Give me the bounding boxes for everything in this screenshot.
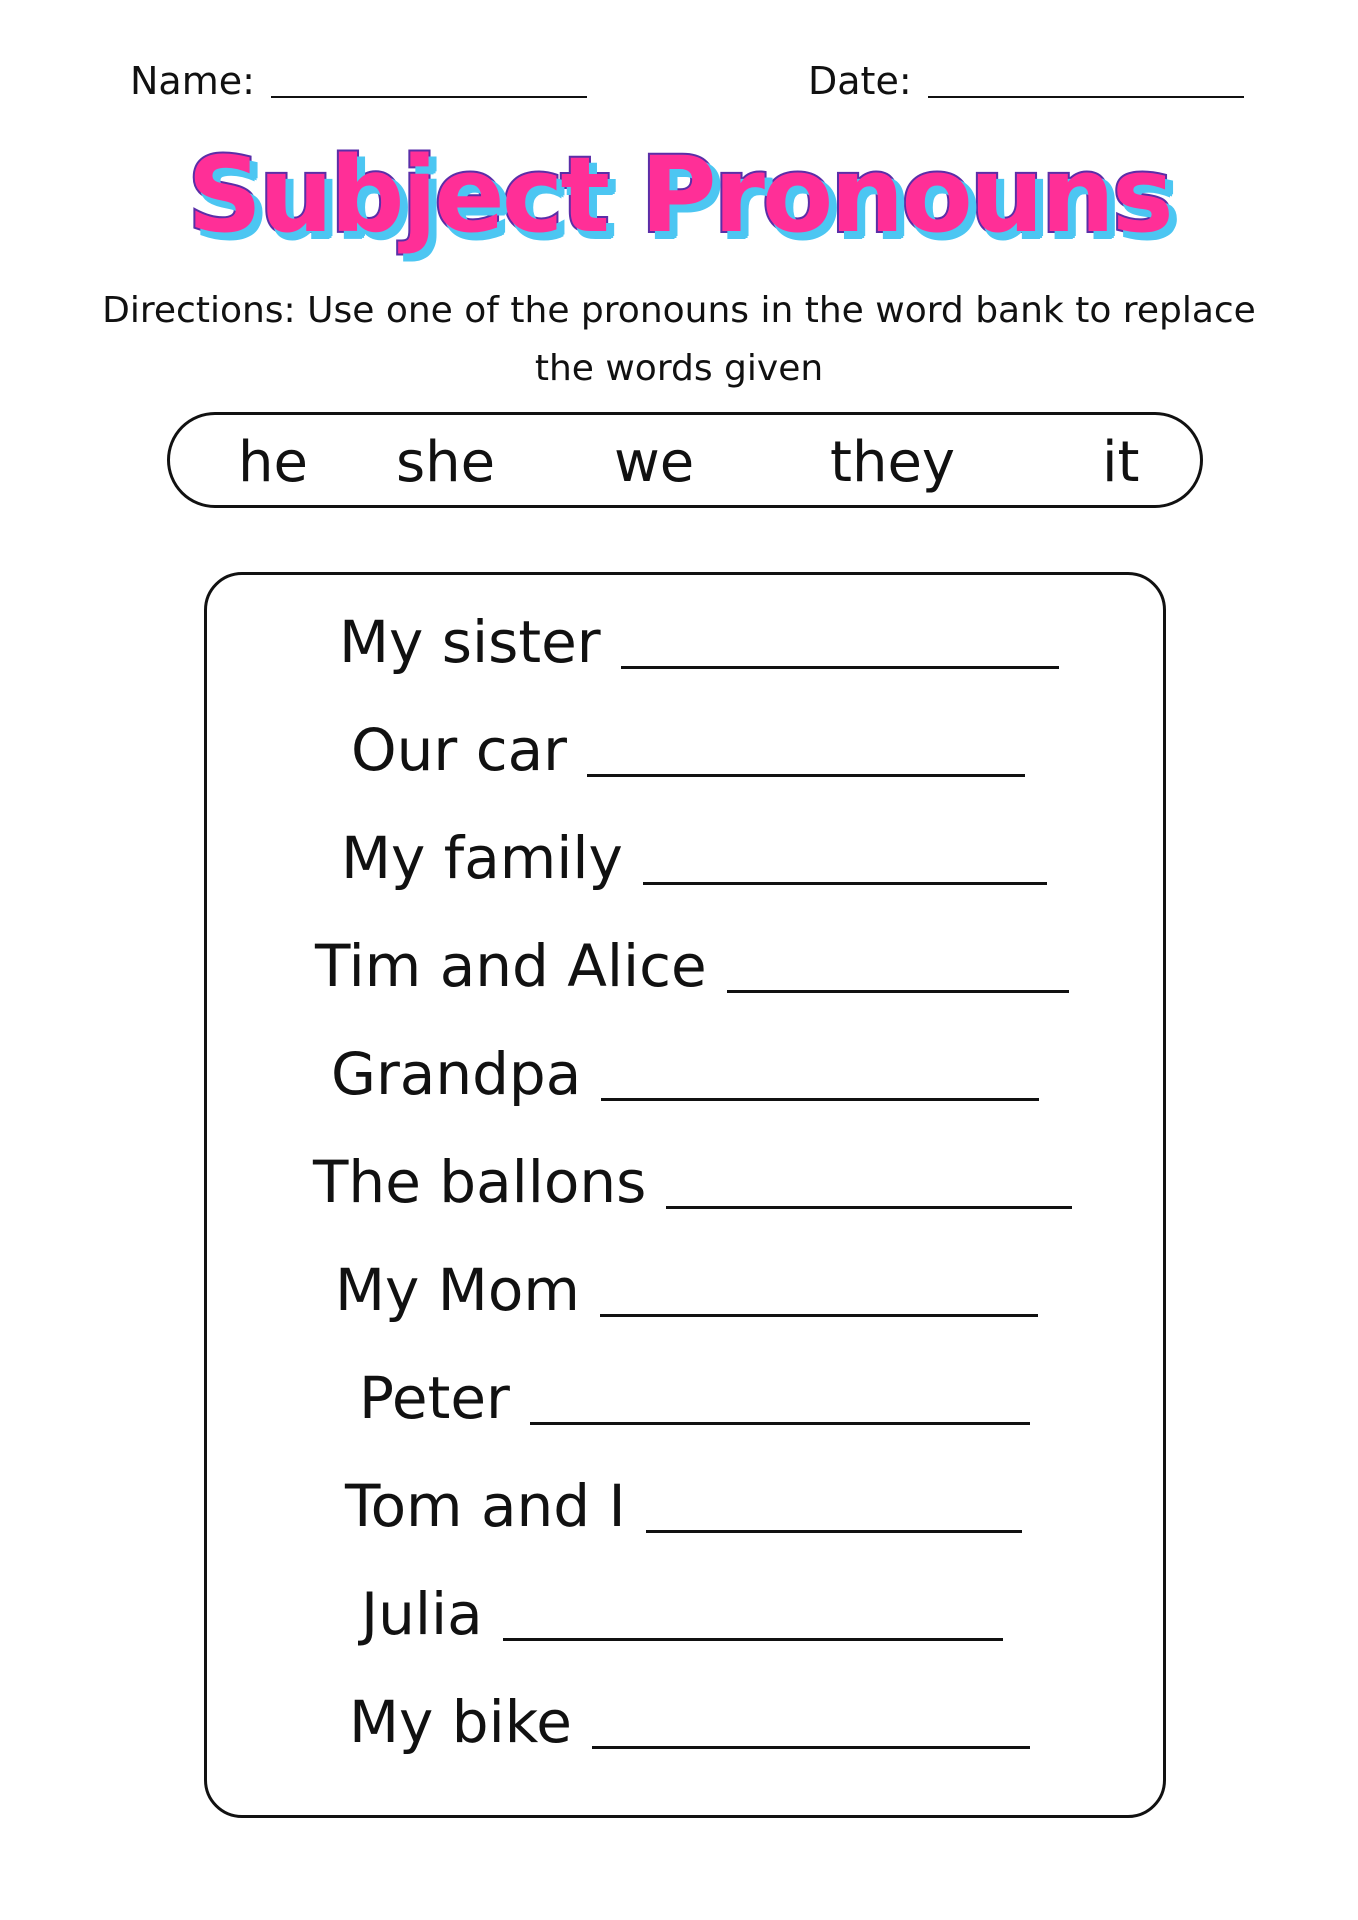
answer-blank[interactable] — [530, 1422, 1030, 1425]
exercise-prompt: Tom and I — [345, 1472, 626, 1540]
title-container — [0, 134, 1358, 256]
exercise-item — [359, 1364, 1030, 1432]
name-blank-line[interactable] — [271, 96, 587, 98]
exercise-item — [315, 932, 1069, 1000]
exercise-prompt: Peter — [359, 1364, 510, 1432]
answer-blank[interactable] — [503, 1638, 1003, 1641]
exercise-item — [313, 1148, 1072, 1216]
answer-blank[interactable] — [587, 774, 1025, 777]
exercise-item — [341, 824, 1047, 892]
word-bank-item: he — [238, 430, 308, 495]
answer-blank[interactable] — [601, 1098, 1039, 1101]
date-field[interactable] — [808, 59, 1244, 103]
word-bank-item: we — [614, 430, 695, 495]
answer-blank[interactable] — [643, 882, 1047, 885]
word-bank-item: she — [396, 430, 496, 495]
exercise-item — [339, 608, 1059, 676]
date-label: Date: — [808, 59, 912, 103]
exercise-item — [345, 1472, 1022, 1540]
name-label: Name: — [130, 59, 255, 103]
answer-blank[interactable] — [592, 1746, 1030, 1749]
exercise-item — [331, 1040, 1039, 1108]
exercise-prompt: Julia — [361, 1580, 483, 1648]
exercise-prompt: The ballons — [313, 1148, 647, 1216]
word-bank-item: they — [830, 430, 956, 495]
word-bank-item: it — [1102, 430, 1140, 495]
date-blank-line[interactable] — [928, 96, 1244, 98]
exercise-prompt: Grandpa — [331, 1040, 582, 1108]
exercise-prompt: My family — [341, 824, 623, 892]
worksheet-title: Subject Pronouns — [187, 134, 1171, 256]
answer-blank[interactable] — [600, 1314, 1038, 1317]
exercise-prompt: My bike — [349, 1688, 572, 1756]
answer-blank[interactable] — [646, 1530, 1022, 1533]
exercise-box — [204, 572, 1166, 1818]
exercise-prompt: My sister — [339, 608, 601, 676]
exercise-item — [361, 1580, 1003, 1648]
word-bank — [167, 412, 1203, 508]
exercise-item — [351, 716, 1025, 784]
name-field[interactable] — [130, 59, 587, 103]
answer-blank[interactable] — [666, 1206, 1072, 1209]
exercise-prompt: My Mom — [335, 1256, 580, 1324]
exercise-prompt: Tim and Alice — [315, 932, 707, 1000]
answer-blank[interactable] — [621, 666, 1059, 669]
directions-text: Directions: Use one of the pronouns in the word bank to replace the words given — [102, 290, 1256, 389]
exercise-item — [349, 1688, 1030, 1756]
answer-blank[interactable] — [727, 990, 1069, 993]
exercise-item — [335, 1256, 1038, 1324]
exercise-prompt: Our car — [351, 716, 567, 784]
